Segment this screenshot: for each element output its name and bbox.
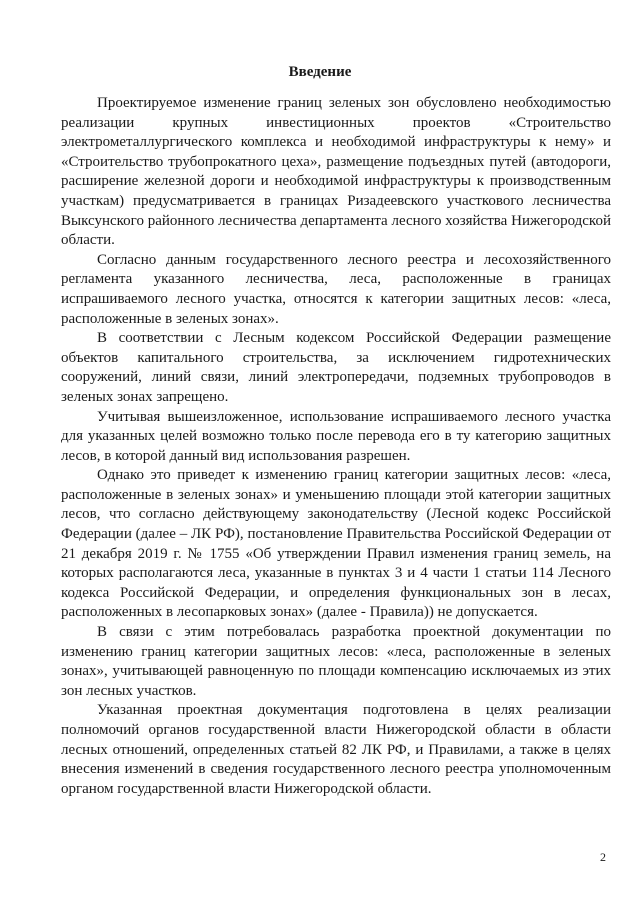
paragraph-5: Однако это приведет к изменению границ категории защитных лесов: «леса, расположенные в зеленых зонах» и уменьшению площади этой категории защитных лесов, что согласно действующему законодательству (Лесной кодекс Российской Федерации (далее – ЛК РФ), постановление Правительства Российской Федерации от 21 декабря 2019 г. № 1755 «Об утверждении Правил изменения границ земель, на которых располагаются леса, указанные в пунктах 3 и 4 части 1 статьи 114 Лесного кодекса Российской Федерации, и определения функциональных зон в лесах, расположенных в лесопарковых зонах» (далее - Правила)) не допускается. (61, 467, 611, 621)
page-title: Введение (288, 64, 352, 80)
paragraph-1: Проектируемое изменение границ зеленых зон обусловлено необходимостью реализации крупных инвестиционных проектов «Строительство электрометаллургического комплекса и необходимой инфраструктуры к нему» и «Строительство трубопрокатного цеха», размещение подъездных путей (автодороги, расширение железной дороги и необходимой инфраструктуры к производственным участкам) предусматривается в границах Ризадеевского участкового лесничества Выксунского районного лесничества департамента лесного хозяйства Нижегородской области. (61, 95, 611, 249)
page-number: 2 (600, 850, 606, 864)
paragraph-6: В связи с этим потребовалась разработка проектной документации по изменению границ категории защитных лесов: «леса, расположенные в зеленых зонах», учитывающей равноценную по площади компенсацию исключаемых из этих зон лесных участков. (61, 624, 611, 699)
document-body (61, 94, 611, 799)
paragraph-3: В соответствии с Лесным кодексом Российской Федерации размещение объектов капитального строительства, за исключением гидротехнических сооружений, линий связи, линий электропередачи, подземных трубопроводов в зеленых зонах запрещено. (61, 330, 611, 405)
paragraph-2: Согласно данным государственного лесного реестра и лесохозяйственного регламента указанного лесничества, леса, расположенные в границах испрашиваемого лесного участка, относятся к категории защитных лесов: «леса, расположенные в зеленых зонах». (61, 251, 611, 327)
paragraph-7: Указанная проектная документация подготовлена в целях реализации полномочий органов государственной власти Нижегородской области в области лесных отношений, определенных статьей 82 ЛК РФ, и Правилами, а также в целях внесения изменений в сведения государственного лесного реестра уполномоченным органом государственной власти Нижегородской области. (61, 702, 611, 797)
paragraph-4: Учитывая вышеизложенное, использование испрашиваемого лесного участка для указанных целей возможно только после перевода его в ту категорию защитных лесов, в которой данный вид использования разрешен. (61, 408, 611, 464)
